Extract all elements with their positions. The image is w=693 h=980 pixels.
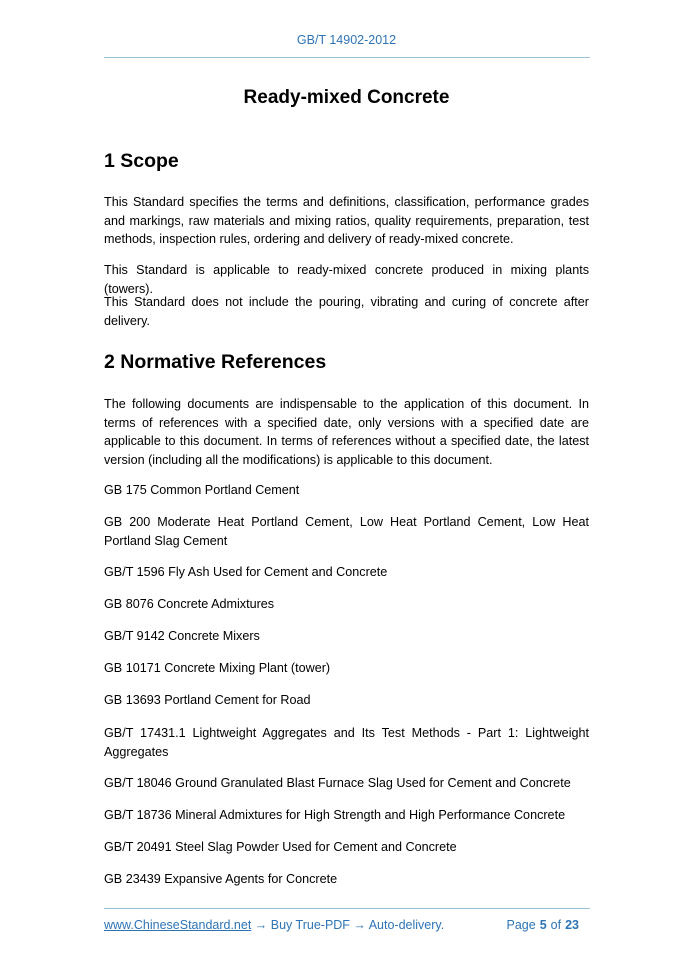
reference-item: GB 8076 Concrete Admixtures <box>104 597 275 611</box>
reference-item: GB 175 Common Portland Cement <box>104 483 300 497</box>
section-heading-scope: 1 Scope <box>104 150 179 172</box>
total-pages: 23 <box>565 918 579 932</box>
reference-item: GB/T 20491 Steel Slag Powder Used for Cement and Concrete <box>104 840 457 854</box>
header-doc-id: GB/T 14902-2012 <box>296 33 397 47</box>
reference-item: GB/T 9142 Concrete Mixers <box>104 629 260 643</box>
page-label: Page <box>506 918 536 932</box>
paragraph: This Standard specifies the terms and definitions, classification, performance grades and markings, raw materials and mixing ratios, quality requirements, preparation, test methods, inspection rules, ordering and delivery of ready-mixed concrete. <box>104 195 589 247</box>
reference-item: GB 23439 Expansive Agents for Concrete <box>104 872 338 886</box>
footer-tagline: → Buy True-PDF → Auto-delivery. <box>251 918 445 932</box>
section-heading-normative-references: 2 Normative References <box>104 351 327 373</box>
reference-item: GB/T 18736 Mineral Admixtures for High Strength and High Performance Concrete <box>104 808 566 822</box>
page-number: 5 <box>539 918 547 932</box>
reference-item: GB/T 1596 Fly Ash Used for Cement and Concrete <box>104 565 388 579</box>
reference-item: GB/T 18046 Ground Granulated Blast Furnace Slag Used for Cement and Concrete <box>104 776 571 790</box>
paragraph: This Standard is applicable to ready-mixed concrete produced in mixing plants (towers). <box>104 263 589 296</box>
paragraph: This Standard does not include the pouring, vibrating and curing of concrete after delivery. <box>104 295 589 328</box>
of-label: of <box>550 918 562 932</box>
footer-promo <box>104 918 444 932</box>
reference-item: GB 13693 Portland Cement for Road <box>104 693 311 707</box>
document-title: Ready-mixed Concrete <box>243 87 450 108</box>
reference-item: GB 200 Moderate Heat Portland Cement, Low Heat Portland Cement, Low Heat Portland Slag Cement <box>104 515 589 548</box>
footer <box>104 918 589 932</box>
header-divider <box>104 57 590 58</box>
reference-item: GB/T 17431.1 Lightweight Aggregates and Its Test Methods - Part 1: Lightweight Aggregates <box>104 726 589 759</box>
paragraph: The following documents are indispensable to the application of this document. In terms of references with a specified date, only versions with a specified date are applicable to this document. In terms of references without a specified date, the latest version (including all the modifications) is applicable to this document. <box>104 397 589 468</box>
reference-item: GB 10171 Concrete Mixing Plant (tower) <box>104 661 331 675</box>
footer-divider <box>104 908 590 909</box>
website-link[interactable]: www.ChineseStandard.net <box>104 918 252 932</box>
page-indicator <box>507 918 590 932</box>
